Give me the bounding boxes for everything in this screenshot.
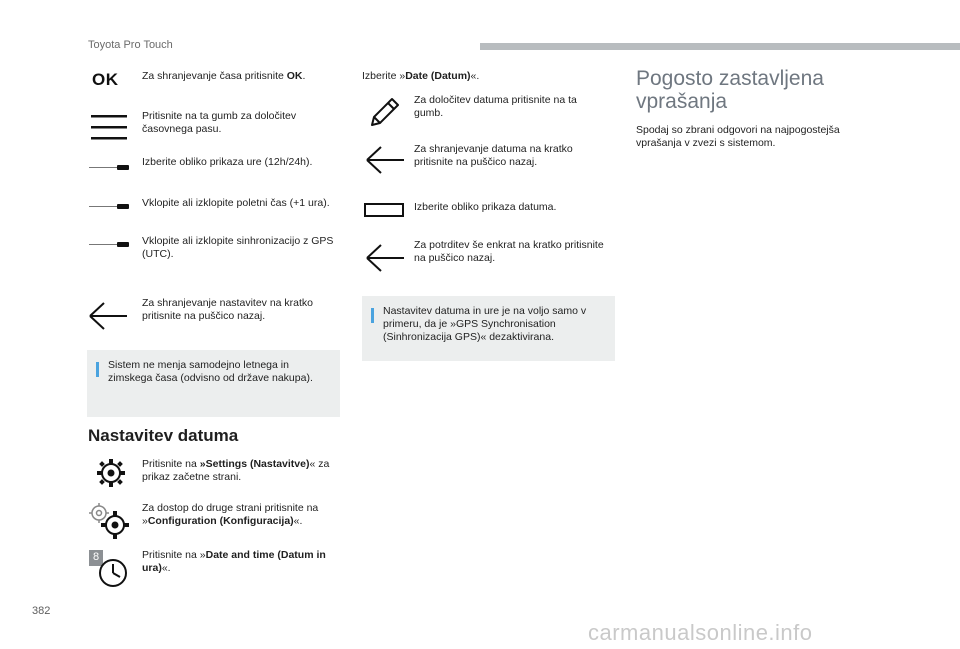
ok-icon: OK xyxy=(92,70,119,89)
set-date-instruction: Za določitev datuma pritisnite na ta gumb. xyxy=(414,94,577,119)
save-date-instruction: Za shranjevanje datuma na kratko pritisnite na puščico nazaj. xyxy=(414,143,573,168)
gear-icon xyxy=(96,458,126,488)
toggle-switch-icon xyxy=(89,164,131,172)
pencil-icon xyxy=(368,95,402,129)
clock-icon xyxy=(89,550,129,590)
note-marker xyxy=(371,308,374,323)
section-title: Nastavitev datuma xyxy=(88,426,239,445)
settings-step: Pritisnite na »Settings (Nastavitve)« za prikaz začetne strani. xyxy=(142,458,330,483)
daylight-saving-instruction: Vklopite ali izklopite poletni čas (+1 ura). xyxy=(142,197,330,209)
note-marker xyxy=(96,362,99,377)
menu-icon xyxy=(91,112,127,142)
selector-bar-icon xyxy=(364,203,404,217)
clock-format-instruction: Izberite obliko prikaza ure (12h/24h). xyxy=(142,156,313,168)
back-arrow-icon xyxy=(365,243,405,273)
faq-intro: Spodaj so zbrani odgovori na najpogostejša vprašanja v zvezi s sistemom. xyxy=(636,124,840,149)
header-bar xyxy=(480,43,960,50)
note-box xyxy=(362,296,615,361)
date-time-step: Pritisnite na »Date and time (Datum in ura)«. xyxy=(142,549,326,574)
date-intro: Izberite »Date (Datum)«. xyxy=(362,70,480,82)
configuration-step: Za dostop do druge strani pritisnite na »Configuration (Konfiguracija)«. xyxy=(142,502,319,527)
page-number: 382 xyxy=(32,605,51,617)
note-text: Nastavitev datuma in ure je na voljo samo v primeru, da je »GPS Synchronisation (Sinhronizacija GPS)« dezaktivirana. xyxy=(383,305,587,343)
note-text: Sistem ne menja samodejno letnega in zimskega časa (odvisno od države nakupa). xyxy=(108,359,313,384)
watermark: carmanualsonline.info xyxy=(588,620,813,645)
toggle-switch-icon xyxy=(89,241,131,249)
back-arrow-icon xyxy=(88,301,128,331)
save-settings-instruction: Za shranjevanje nastavitev na kratko pritisnite na puščico nazaj. xyxy=(142,297,314,322)
ok-instruction: Za shranjevanje časa pritisnite OK. xyxy=(142,70,306,82)
header-title: Toyota Pro Touch xyxy=(88,39,173,51)
back-arrow-icon xyxy=(365,145,405,175)
faq-title: Pogosto zastavljena vprašanja xyxy=(636,67,824,113)
date-format-instruction: Izberite obliko prikaza datuma. xyxy=(414,201,557,213)
gps-sync-instruction: Vklopite ali izklopite sinhronizacijo z GPS (UTC). xyxy=(142,235,334,260)
step-badge: 8 xyxy=(93,551,100,563)
note-box xyxy=(87,350,340,417)
toggle-switch-icon xyxy=(89,203,131,211)
gears-icon xyxy=(88,502,130,540)
confirm-date-instruction: Za potrditev še enkrat na kratko pritisnite na puščico nazaj. xyxy=(414,239,604,264)
timezone-instruction: Pritisnite na ta gumb za določitev časovnega pasu. xyxy=(142,110,297,135)
